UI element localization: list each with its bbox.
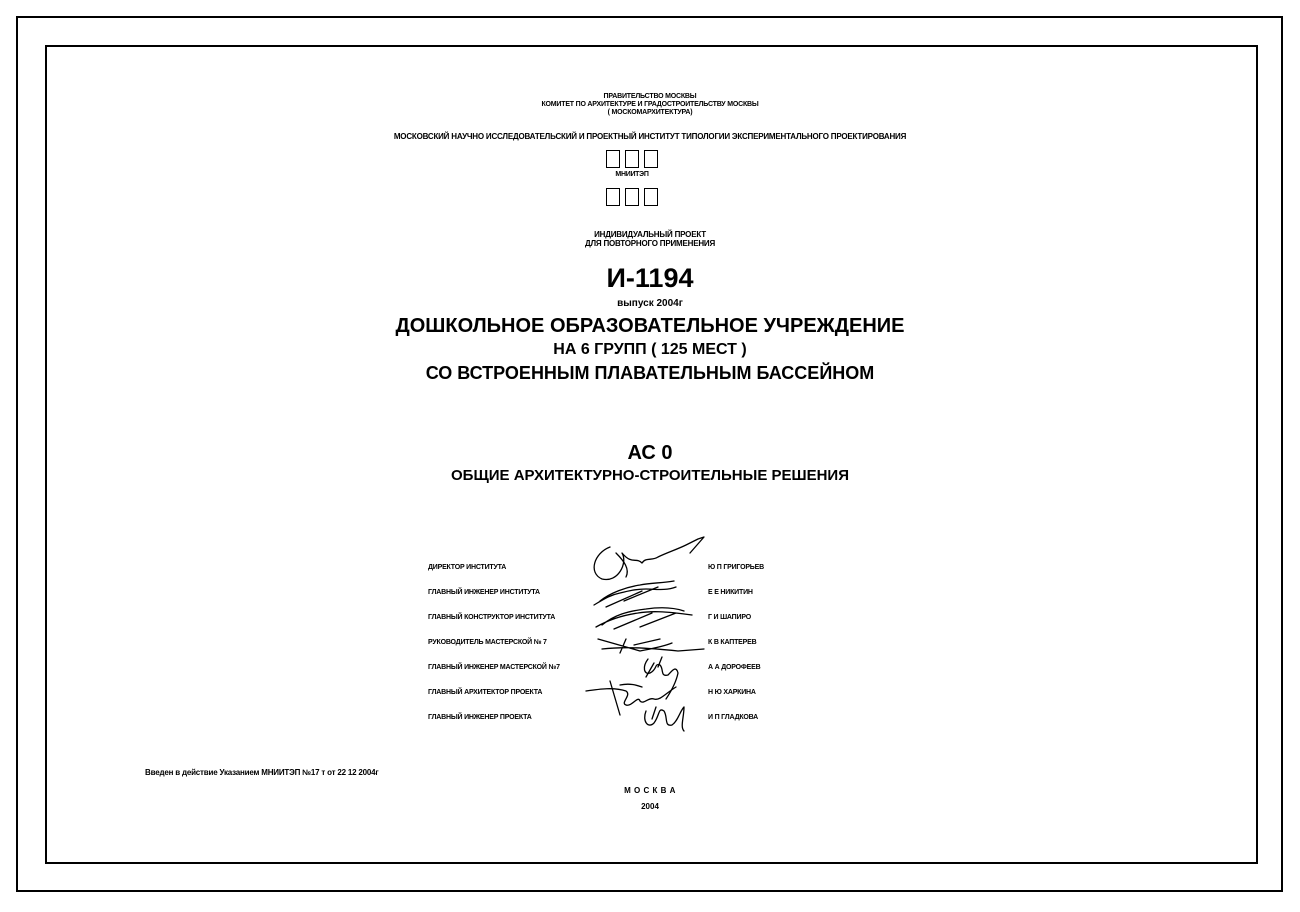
signatory-name: А А ДОРОФЕЕВ bbox=[708, 664, 761, 671]
section-code: АС 0 bbox=[627, 442, 673, 464]
committee-short-line: ( МОСКОМАРХИТЕКТУРА) bbox=[607, 109, 693, 116]
signatory-name: И П ГЛАДКОВА bbox=[708, 714, 759, 721]
mniitep-logo-icon bbox=[604, 150, 660, 208]
signatory-role: ГЛАВНЫЙ ИНЖЕНЕР ПРОЕКТА bbox=[428, 714, 532, 721]
project-type-line1: ИНДИВИДУАЛЬНЫЙ ПРОЕКТ bbox=[594, 230, 706, 239]
signatory-name: Е Е НИКИТИН bbox=[708, 589, 753, 596]
signatory-name: Н Ю ХАРКИНА bbox=[708, 689, 756, 696]
signatory-role: ДИРЕКТОР ИНСТИТУТА bbox=[428, 564, 507, 571]
year-line: 2004 bbox=[641, 802, 659, 811]
project-title-line2: НА 6 ГРУПП ( 125 МЕСТ ) bbox=[553, 341, 747, 358]
handwritten-signatures bbox=[580, 535, 710, 740]
signatory-role: ГЛАВНЫЙ АРХИТЕКТОР ПРОЕКТА bbox=[428, 689, 543, 696]
city-line: М О С К В А bbox=[624, 786, 676, 795]
logo-text: МНИИТЭП bbox=[615, 171, 649, 178]
project-title-line1: ДОШКОЛЬНОЕ ОБРАЗОВАТЕЛЬНОЕ УЧРЕЖДЕНИЕ bbox=[395, 315, 905, 337]
institute-line: МОСКОВСКИЙ НАУЧНО ИССЛЕДОВАТЕЛЬСКИЙ И ПРОЕКТНЫЙ ИНСТИТУТ ТИПОЛОГИИ ЭКСПЕРИМЕНТАЛЬНОГО ПРОЕКТИРОВАНИЯ bbox=[393, 132, 907, 141]
signatory-name: К В КАПТЕРЕВ bbox=[708, 639, 757, 646]
signatory-role: ГЛАВНЫЙ ИНЖЕНЕР МАСТЕРСКОЙ №7 bbox=[428, 664, 560, 671]
project-code: И-1194 bbox=[606, 263, 694, 293]
project-type-line2: ДЛЯ ПОВТОРНОГО ПРИМЕНЕНИЯ bbox=[584, 239, 716, 248]
signatory-role: ГЛАВНЫЙ КОНСТРУКТОР ИНСТИТУТА bbox=[428, 614, 556, 621]
issue-line: выпуск 2004г bbox=[617, 298, 683, 309]
signatory-role: РУКОВОДИТЕЛЬ МАСТЕРСКОЙ № 7 bbox=[428, 639, 547, 646]
signatory-name: Ю П ГРИГОРЬЕВ bbox=[708, 564, 764, 571]
government-line: ПРАВИТЕЛЬСТВО МОСКВЫ bbox=[603, 93, 697, 100]
signatory-name: Г И ШАПИРО bbox=[708, 614, 751, 621]
signatory-role: ГЛАВНЫЙ ИНЖЕНЕР ИНСТИТУТА bbox=[428, 589, 540, 596]
section-title: ОБЩИЕ АРХИТЕКТУРНО-СТРОИТЕЛЬНЫЕ РЕШЕНИЯ bbox=[451, 467, 849, 484]
committee-line: КОМИТЕТ ПО АРХИТЕКТУРЕ И ГРАДОСТРОИТЕЛЬСТВУ МОСКВЫ bbox=[541, 101, 759, 108]
decree-line: Введен в действие Указанием МНИИТЭП №17 т от 22 12 2004г bbox=[145, 768, 379, 777]
project-title-line3: СО ВСТРОЕННЫМ ПЛАВАТЕЛЬНЫМ БАССЕЙНОМ bbox=[425, 363, 875, 383]
